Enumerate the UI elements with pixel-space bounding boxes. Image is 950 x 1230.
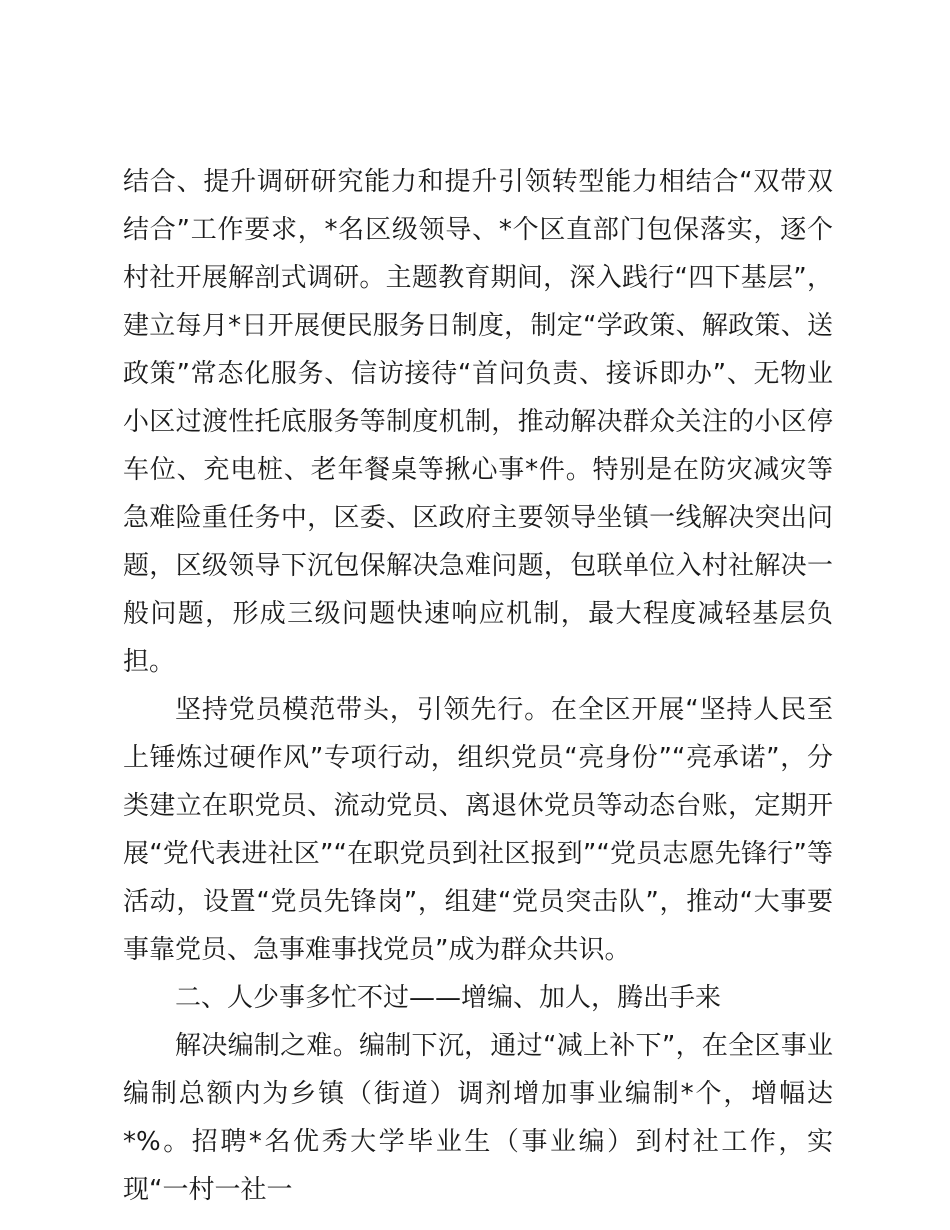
paragraph-continuation: 结合、提升调研研究能力和提升引领转型能力相结合“双带双结合”工作要求，*名区级领导、*个区直部门包保落实，逐个村社开展解剖式调研。主题教育期间，深入践行“四下基层”，建立每月*日开展便民服务日制度，制定“学政策、解政策、送政策”常态化服务、信访接待“首问负责、接诉即办”、无物业小区过渡性托底服务等制度机制，推动解决群众关注的小区停车位、充电桩、老年餐桌等揪心事*件。特别是在防灾减灾等急难险重任务中，区委、区政府主要领导坐镇一线解决突出问题，区级领导下沉包保解决急难问题，包联单位入村社解决一般问题，形成三级问题快速响应机制，最大程度减轻基层负担。 bbox=[123, 167, 833, 677]
paragraph-party-members: 坚持党员模范带头，引领先行。在全区开展“坚持人民至上锤炼过硬作风”专项行动，组织党员“亮身份”“亮承诺”，分类建立在职党员、流动党员、离退休党员等动态台账，定期开展“党代表进社区”“在职党员到社区报到”“党员志愿先锋行”等活动，设置“党员先锋岗”，组建“党员突击队”，推动“大事要事靠党员、急事难事找党员”成为群众共识。 bbox=[123, 695, 833, 965]
section-heading: 二、人少事多忙不过——增编、加人，腾出手来 bbox=[175, 983, 722, 1013]
document-body bbox=[123, 158, 833, 1214]
paragraph-staffing: 解决编制之难。编制下沉，通过“减上补下”，在全区事业编制总额内为乡镇（街道）调剂增加事业编制*个，增幅达*%。招聘*名优秀大学毕业生（事业编）到村社工作，实现“一村一社一 bbox=[123, 1031, 833, 1205]
